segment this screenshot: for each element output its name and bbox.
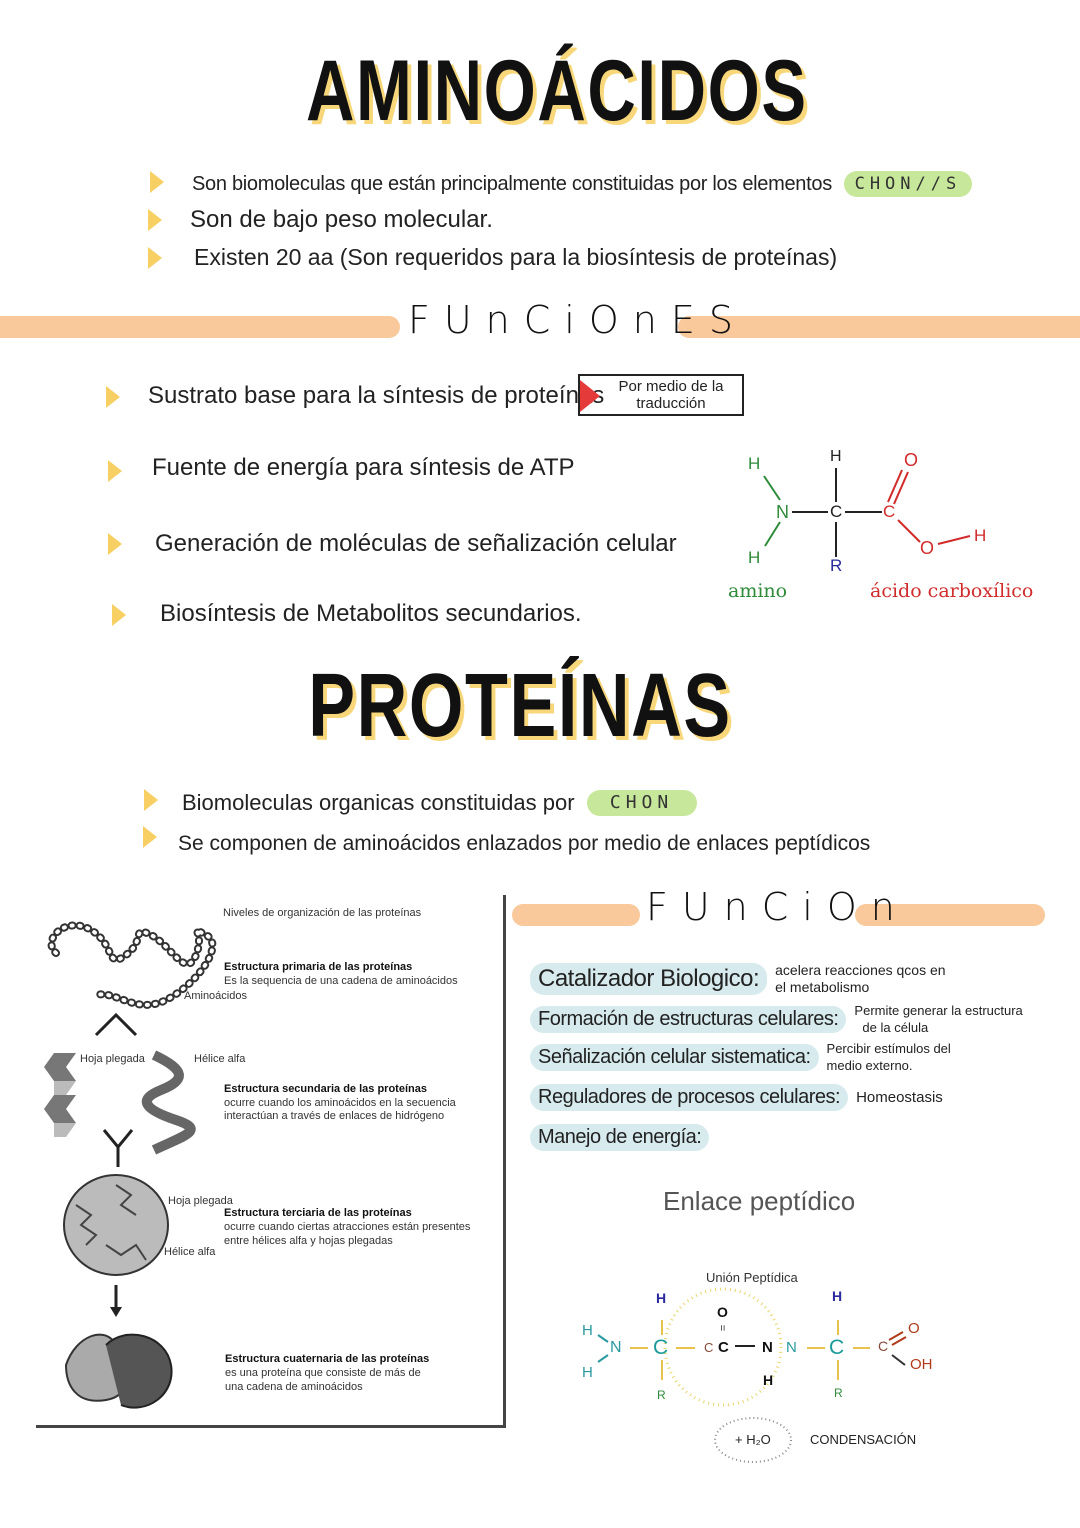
funcion-row-1 xyxy=(530,962,946,996)
union-label: Unión Peptídica xyxy=(706,1270,798,1285)
funcion-label-3: Señalización celular sistematica: xyxy=(530,1044,819,1071)
funcion-item-1: Sustrato base para la síntesis de proteínas xyxy=(148,382,605,409)
levels-panel xyxy=(36,895,506,1428)
primaria-desc: Es la sequencia de una cadena de aminoácidos xyxy=(224,975,458,987)
water-label: + H₂O xyxy=(735,1432,771,1447)
funcion-row-2 xyxy=(530,1002,1023,1036)
enlace-title: Enlace peptídico xyxy=(663,1186,856,1216)
atom-o: O xyxy=(920,538,935,558)
aa-bullet-1-row xyxy=(192,170,972,198)
atom-c: C xyxy=(878,1338,889,1354)
atom-o: O xyxy=(908,1320,920,1337)
funciones-header: FUnCiOnES xyxy=(408,298,747,342)
atom-r: R xyxy=(834,1386,843,1400)
cuaternaria-desc-1: es una proteína que consiste de más de xyxy=(225,1367,421,1379)
atom-h: H xyxy=(974,526,987,545)
funcion-label-4: Reguladores de procesos celulares: xyxy=(530,1084,848,1111)
terciaria-title xyxy=(224,1207,412,1220)
atom-h: H xyxy=(832,1288,843,1304)
secundaria-heading: Estructura secundaria de las proteínas xyxy=(224,1083,427,1095)
bullet-icon xyxy=(143,826,157,848)
levels-heading: Niveles de organización de las proteínas xyxy=(223,907,422,919)
primaria-title xyxy=(224,961,412,974)
primaria-heading: Estructura primaria de las proteínas xyxy=(224,961,413,973)
note-text: Por medio de la traducción xyxy=(618,378,724,412)
atom-r: R xyxy=(657,1388,666,1402)
atom-o: O xyxy=(904,450,919,470)
atom-h: H xyxy=(582,1364,593,1381)
funcion-desc-2b: de la célula xyxy=(862,1020,929,1035)
funcion-row-5 xyxy=(530,1124,709,1151)
aa-bullet-1: Son biomoleculas que están principalmente constituidas por los elementos xyxy=(192,172,832,195)
funcion-header: FUnCiOn xyxy=(646,885,909,929)
secundaria-desc-2: interactúan a través de enlaces de hidrógeno xyxy=(224,1110,445,1122)
atom-n: N xyxy=(786,1339,797,1356)
funcion-label-5: Manejo de energía: xyxy=(530,1124,709,1151)
funcion-item-3: Generación de moléculas de señalización celular xyxy=(155,530,677,557)
atom-h: H xyxy=(656,1290,667,1306)
atom-c: C xyxy=(829,1336,845,1359)
note-box xyxy=(578,374,744,416)
funcion-item-4: Biosíntesis de Metabolitos secundarios. xyxy=(160,600,582,627)
atom-c: C xyxy=(830,502,843,521)
helice-alfa-label-2: Hélice alfa xyxy=(164,1246,216,1258)
atom-r: R xyxy=(830,556,843,575)
bullet-icon xyxy=(148,209,162,231)
prot-bullet-1-row xyxy=(182,788,697,818)
terciaria-desc-1: ocurre cuando ciertas atracciones están presentes xyxy=(224,1221,471,1233)
double-bond: = xyxy=(716,1324,729,1332)
amino-label: amino xyxy=(728,580,788,602)
atom-h: H xyxy=(763,1372,774,1388)
funcion-desc-2a: Permite generar la estructura xyxy=(854,1003,1023,1018)
prot-bullet-1: Biomoleculas organicas constituidas por xyxy=(182,790,575,815)
bullet-icon xyxy=(144,789,158,811)
chons-badge: CHON//S xyxy=(844,171,972,197)
bullet-icon xyxy=(112,604,126,626)
bullet-icon xyxy=(150,171,164,193)
aa-bullet-2: Son de bajo peso molecular. xyxy=(190,206,493,233)
funcion-item-2: Fuente de energía para síntesis de ATP xyxy=(152,454,575,481)
funcion-desc-1a: acelera reacciones qcos en xyxy=(775,962,946,978)
terciaria-heading: Estructura terciaria de las proteínas xyxy=(224,1207,412,1219)
hoja-plegada-label: Hoja plegada xyxy=(80,1053,145,1065)
cuaternaria-desc-2: una cadena de aminoácidos xyxy=(225,1381,363,1393)
atom-h: H xyxy=(748,454,761,473)
acid-label: ácido carboxílico xyxy=(870,580,1034,602)
bullet-icon xyxy=(106,386,120,408)
amino-acid-structure xyxy=(720,440,1050,610)
atom-c-small: C xyxy=(704,1340,714,1355)
funcion-desc-3a: Percibir estímulos del xyxy=(826,1041,951,1056)
bullet-icon xyxy=(108,533,122,555)
secundaria-title xyxy=(224,1083,427,1096)
funcion-label-1: Catalizador Biologico: xyxy=(530,963,767,995)
funcion-desc-2 xyxy=(854,1002,1022,1036)
funcion-desc-4-wrap xyxy=(856,1089,943,1106)
secundaria-desc-1: ocurre cuando los aminoácidos en la secuencia xyxy=(224,1097,456,1109)
prot-bullet-2: Se componen de aminoácidos enlazados por medio de enlaces peptídicos xyxy=(178,832,871,855)
hoja-plegada-label-2: Hoja plegada xyxy=(168,1195,233,1207)
aminoacidos-title: AMINOÁCIDOS xyxy=(306,43,808,139)
atom-h: H xyxy=(748,548,761,567)
atom-h: H xyxy=(582,1322,593,1339)
atom-o: O xyxy=(717,1304,728,1320)
atom-n: N xyxy=(762,1339,773,1356)
proteinas-title: PROTEÍNAS xyxy=(308,656,732,756)
helice-alfa-label: Hélice alfa xyxy=(194,1053,246,1065)
aminoacidos-label: Aminoácidos xyxy=(184,990,247,1002)
cuaternaria-heading: Estructura cuaternaria de las proteínas xyxy=(225,1353,430,1365)
red-arrow-icon xyxy=(580,380,600,412)
atom-n: N xyxy=(776,502,789,522)
aa-bullet-3: Existen 20 aa (Son requeridos para la biosíntesis de proteínas) xyxy=(194,244,838,270)
divider-bar xyxy=(0,316,400,338)
condensacion-label: CONDENSACIÓN xyxy=(810,1432,917,1447)
atom-c-acid: C xyxy=(883,502,896,521)
bullet-icon xyxy=(108,460,122,482)
funcion-desc-3 xyxy=(827,1040,951,1074)
funcion-desc-1 xyxy=(775,962,945,996)
funcion-desc-3b: medio externo. xyxy=(826,1058,913,1073)
funcion-desc-4: Homeostasis xyxy=(856,1089,943,1106)
funcion-row-4 xyxy=(530,1084,943,1111)
atom-h: H xyxy=(830,448,842,465)
atom-c: C xyxy=(718,1339,729,1356)
atom-n: N xyxy=(610,1339,622,1356)
atom-oh: OH xyxy=(910,1356,933,1373)
funcion-label-2: Formación de estructuras celulares: xyxy=(530,1006,846,1033)
funcion-desc-1b: el metabolismo xyxy=(775,979,870,995)
peptide-bond-diagram xyxy=(570,1260,950,1470)
cuaternaria-title xyxy=(225,1353,429,1366)
funcion-row-3 xyxy=(530,1040,951,1074)
atom-c: C xyxy=(653,1336,669,1359)
terciaria-desc-2: entre hélices alfa y hojas plegadas xyxy=(224,1235,393,1247)
chon-badge: CHON xyxy=(587,790,697,816)
divider-bar xyxy=(512,904,640,926)
bullet-icon xyxy=(148,247,162,269)
